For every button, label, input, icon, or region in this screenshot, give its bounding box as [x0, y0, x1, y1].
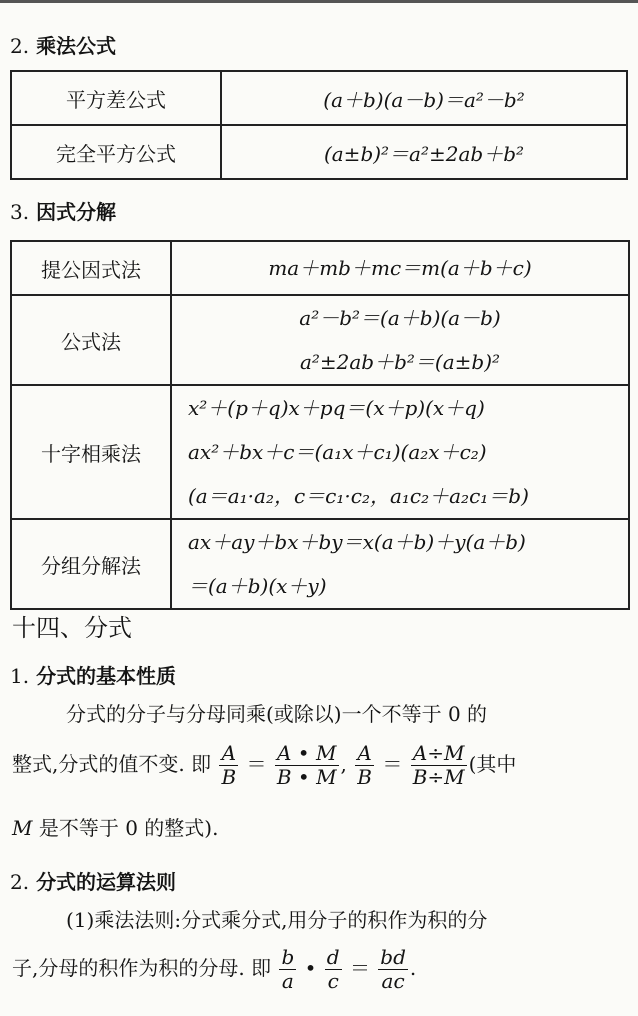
method-name: 公式法 [11, 295, 171, 385]
method-formula-cell [171, 295, 629, 385]
method-name: 分组分解法 [11, 519, 171, 609]
paragraph-line: 分式的分子与分母同乘(或除以)一个不等于 0 的 [66, 702, 488, 726]
formula: (a±b)²＝a²±2ab＋b² [221, 125, 627, 179]
fraction: $\frac{A\div M}{B\div M}$ [412, 741, 465, 789]
formula-line: ＝(a＋b)(x＋y) [188, 574, 327, 598]
paragraph-line: (1)乘法法则:分式乘分式,用分子的积作为积的分 [66, 908, 488, 932]
table-row [11, 71, 627, 125]
section-heading-factorization: 3. 因式分解 [10, 200, 117, 224]
chapter-title: 十四、分式 [12, 614, 132, 642]
paragraph-line-with-fractions: 子,分母的积作为积的分母. 即 $\frac{b}{a}$ • $\frac{d}{c}$ ＝ $\frac{bd}{ac}$ . [12, 945, 417, 993]
method-name: 提公因式法 [11, 241, 171, 295]
formula-name: 完全平方公式 [11, 125, 221, 179]
method-formula-cell [171, 241, 629, 295]
formula-line: a²±2ab＋b²＝(a±b)² [299, 350, 501, 374]
fraction: $\frac{A}{B}$ [357, 741, 372, 789]
fraction: $\frac{b}{a}$ [281, 945, 295, 993]
formula-line: ax²＋bx＋c＝(a₁x＋c₁)(a₂x＋c₂) [188, 440, 487, 464]
section-heading-basic-property: 1. 分式的基本性质 [10, 664, 177, 688]
paragraph-line-with-fractions: 整式,分式的值不变. 即 $\frac{A}{B}$ ＝ $\frac{A • M}{B • M}$ , $\frac{A}{B}$ ＝ $\frac{A\div M}{B\div M}$ (其中 [12, 741, 517, 789]
formula-line: a²－b²＝(a＋b)(a－b) [299, 306, 501, 330]
formula-line: x²＋(p＋q)x＋pq＝(x＋p)(x＋q) [188, 396, 485, 420]
fraction: $\frac{A • M}{B • M}$ [276, 741, 337, 789]
multiplication-formula-table [10, 70, 628, 180]
table-row [11, 125, 627, 179]
method-name: 十字相乘法 [11, 385, 171, 519]
method-formula-cell [171, 385, 629, 519]
formula-line: ma＋mb＋mc＝m(a＋b＋c) [268, 256, 532, 280]
fraction: $\frac{d}{c}$ [326, 945, 340, 993]
formula-name: 平方差公式 [11, 71, 221, 125]
factorization-table [10, 240, 630, 610]
formula: (a＋b)(a－b)＝a²－b² [221, 71, 627, 125]
fraction: $\frac{A}{B}$ [221, 741, 237, 789]
top-rule [0, 0, 638, 3]
fraction: $\frac{bd}{ac}$ [380, 945, 406, 993]
table-row [11, 241, 629, 295]
table-row [11, 519, 629, 609]
paragraph-line: M 是不等于 0 的整式). [12, 816, 219, 840]
table-row [11, 385, 629, 519]
method-formula-cell [171, 519, 629, 609]
section-heading-operations: 2. 分式的运算法则 [10, 870, 177, 894]
section-heading-multiplication: 2. 乘法公式 [10, 34, 117, 58]
formula-line: ax＋ay＋bx＋by＝x(a＋b)＋y(a＋b) [188, 530, 526, 554]
table-row [11, 295, 629, 385]
formula-line: (a＝a₁·a₂，c＝c₁·c₂，a₁c₂＋a₂c₁＝b) [188, 484, 529, 508]
